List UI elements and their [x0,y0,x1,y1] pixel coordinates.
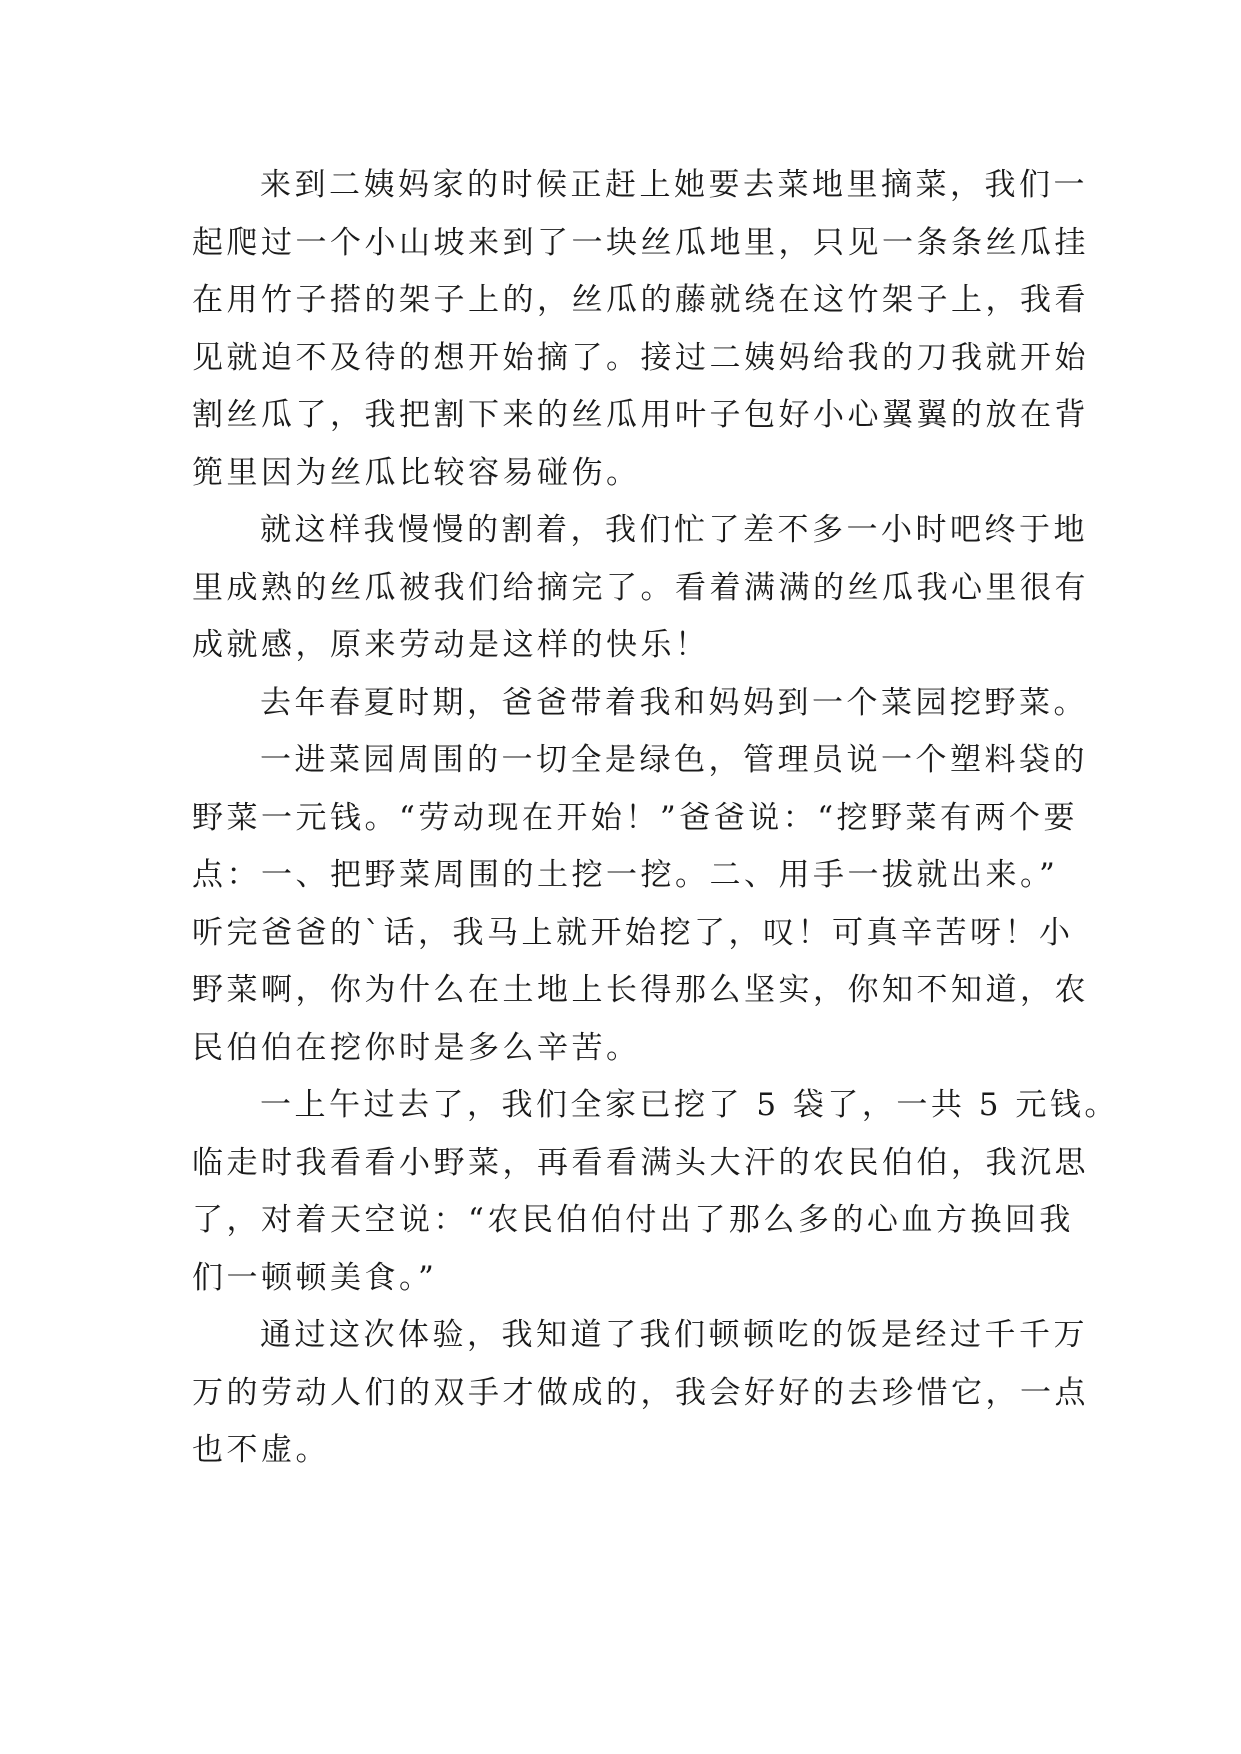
text-line: 一进菜园周围的一切全是绿色，管理员说一个塑料袋的 [260,742,1088,778]
text-line: 通过这次体验，我知道了我们顿顿吃的饭是经过千千万 [260,1317,1088,1353]
text-line: 起爬过一个小山坡来到了一块丝瓜地里，只见一条条丝瓜挂 [192,224,1089,261]
text-line: 就这样我慢慢的割着，我们忙了差不多一小时吧终于地 [260,512,1088,548]
text-line: 野菜啊，你为什么在土地上长得那么坚实，你知不知道，农 [192,972,1089,1008]
text-line: 篼里因为丝瓜比较容易碰伤。 [192,454,641,491]
text-line: 成就感，原来劳动是这样的快乐！ [192,627,710,663]
text-line: 里成熟的丝瓜被我们给摘完了。看着满满的丝瓜我心里很有 [192,569,1089,606]
text-line: 见就迫不及待的想开始摘了。接过二姨妈给我的刀我就开始 [192,339,1089,376]
text-line: 临走时我看看小野菜，再看看满头大汗的农民伯伯，我沉思 [192,1144,1089,1181]
text-line: 在用竹子搭的架子上的，丝瓜的藤就绕在这竹架子上，我看 [192,282,1089,318]
text-line: 了，对着天空说：“农民伯伯付出了那么多的心血方换回我 [192,1202,1074,1238]
text-line: 听完爸爸的`话，我马上就开始挖了，叹！可真辛苦呀！小 [192,914,1074,951]
text-line: 也不虚。 [192,1432,330,1468]
text-line: 一上午过去了，我们全家已挖了 5 袋了，一共 5 元钱。 [260,1087,1119,1123]
text-line: 来到二姨妈家的时候正赶上她要去菜地里摘菜，我们一 [260,167,1088,203]
text-line: 去年春夏时期，爸爸带着我和妈妈到一个菜园挖野菜。 [260,684,1088,721]
text-line: 野菜一元钱。“劳动现在开始！”爸爸说：“挖野菜有两个要 [192,799,1079,836]
text-line: 割丝瓜了，我把割下来的丝瓜用叶子包好小心翼翼的放在背 [192,397,1089,433]
text-line: 万的劳动人们的双手才做成的，我会好好的去珍惜它，一点 [192,1374,1089,1411]
text-line: 民伯伯在挖你时是多么辛苦。 [192,1029,641,1066]
text-line: 们一顿顿美食。” [192,1259,438,1296]
text-line: 点：一、把野菜周围的土挖一挖。二、用手一拔就出来。” [192,857,1059,893]
document-body [192,157,1119,1480]
